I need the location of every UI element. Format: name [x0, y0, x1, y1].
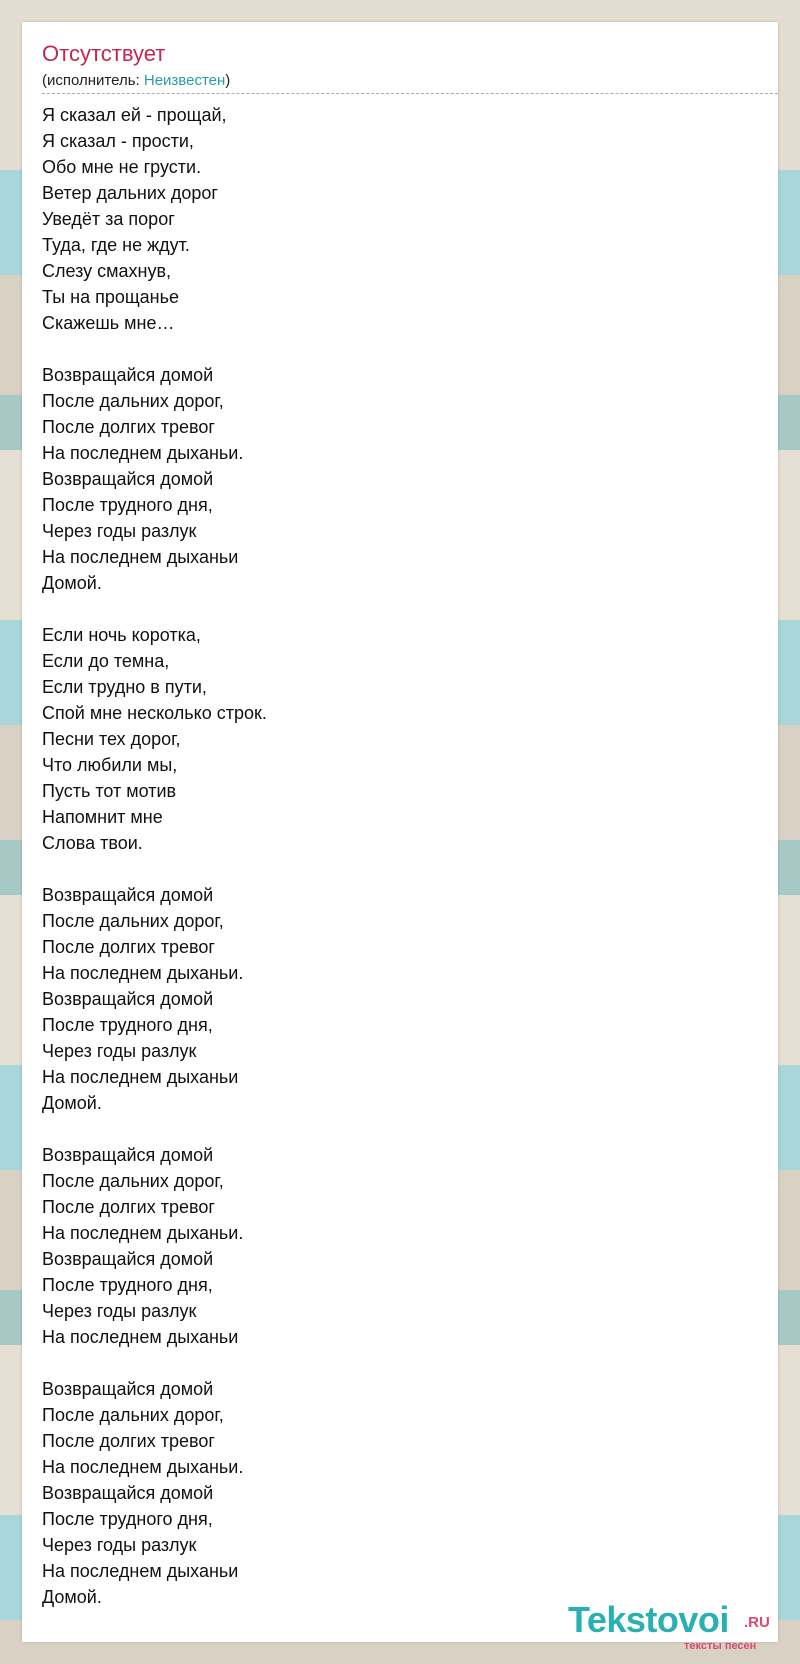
lyrics-card [22, 22, 778, 1652]
lyric-line: Слова твои. [42, 833, 143, 853]
stanza [42, 1376, 642, 1610]
lyric-line: Возвращайся домой [42, 885, 214, 905]
lyric-line: Песни тех дорог, [42, 729, 181, 749]
stanza [42, 622, 642, 856]
lyric-line: На последнем дыханьи [42, 1327, 239, 1347]
lyric-line: Туда, где не ждут. [42, 235, 190, 255]
logo-wordmark: Tekstovoi [568, 1599, 729, 1640]
lyric-line: На последнем дыханьи [42, 547, 239, 567]
lyric-line: После долгих тревог [42, 417, 215, 437]
lyric-line: Домой. [42, 1093, 102, 1113]
lyric-line: На последнем дыханьи. [42, 1223, 244, 1243]
lyric-line: После дальних дорог, [42, 911, 224, 931]
lyric-line: После трудного дня, [42, 1275, 213, 1295]
lyric-line: Возвращайся домой [42, 1145, 214, 1165]
lyric-line: Через годы разлук [42, 521, 197, 541]
lyric-line: После долгих тревог [42, 1197, 215, 1217]
lyric-line: Возвращайся домой [42, 1249, 214, 1269]
lyric-line: После трудного дня, [42, 1015, 213, 1035]
stanza [42, 882, 642, 1116]
artist-suffix: ) [225, 72, 231, 89]
lyric-line: Через годы разлук [42, 1041, 197, 1061]
lyric-line: Пусть тот мотив [42, 781, 177, 801]
lyric-line: Обо мне не грусти. [42, 157, 202, 177]
lyric-line: После дальних дорог, [42, 1171, 224, 1191]
lyric-line: Возвращайся домой [42, 469, 214, 489]
lyric-line: После долгих тревог [42, 937, 215, 957]
stanza [42, 362, 642, 596]
lyric-line: Если ночь коротка, [42, 625, 201, 645]
lyric-line: Что любили мы, [42, 755, 178, 775]
lyric-line: Возвращайся домой [42, 1379, 214, 1399]
lyric-line: Домой. [42, 573, 102, 593]
lyric-line: Возвращайся домой [42, 1483, 214, 1503]
site-logo[interactable] [568, 1600, 788, 1650]
lyric-line: Я сказал - прости, [42, 131, 194, 151]
lyric-line: На последнем дыханьи [42, 1067, 239, 1087]
lyric-line: На последнем дыханьи [42, 1561, 239, 1581]
lyric-line: После трудного дня, [42, 1509, 213, 1529]
artist-link[interactable]: Неизвестен [143, 72, 226, 89]
lyric-line: Возвращайся домой [42, 365, 214, 385]
lyric-line: На последнем дыханьи. [42, 443, 244, 463]
logo-tagline: тексты песен [684, 1640, 757, 1652]
lyric-line: После дальних дорог, [42, 391, 224, 411]
lyric-line: На последнем дыханьи. [42, 1457, 244, 1477]
lyric-line: Я сказал ей - прощай, [42, 105, 227, 125]
lyric-line: Домой. [42, 1587, 102, 1607]
lyric-line: Скажешь мне… [42, 313, 175, 333]
lyric-line: Через годы разлук [42, 1535, 197, 1555]
logo-domain: .RU [744, 1614, 770, 1631]
lyric-line: Если трудно в пути, [42, 677, 207, 697]
lyric-line: После дальних дорог, [42, 1405, 224, 1425]
artist-prefix: (исполнитель: [42, 72, 144, 89]
lyric-line: Уведёт за порог [42, 209, 175, 229]
lyric-line: Если до темна, [42, 651, 170, 671]
stanza [42, 1142, 642, 1350]
lyric-line: Слезу смахнув, [42, 261, 172, 281]
lyric-line: Через годы разлук [42, 1301, 197, 1321]
lyric-line: Спой мне несколько строк. [42, 703, 267, 723]
lyric-line: Ветер дальних дорог [42, 183, 218, 203]
lyric-line: После долгих тревог [42, 1431, 215, 1451]
lyric-line: После трудного дня, [42, 495, 213, 515]
stanza [42, 102, 642, 336]
artist-line [42, 72, 230, 90]
header-divider [42, 93, 778, 94]
lyric-line: Возвращайся домой [42, 989, 214, 1009]
lyric-line: На последнем дыханьи. [42, 963, 244, 983]
song-title: Отсутствует [42, 41, 166, 66]
lyrics-text [42, 102, 642, 1610]
lyric-line: Напомнит мне [42, 807, 163, 827]
lyric-line: Ты на прощанье [42, 287, 180, 307]
